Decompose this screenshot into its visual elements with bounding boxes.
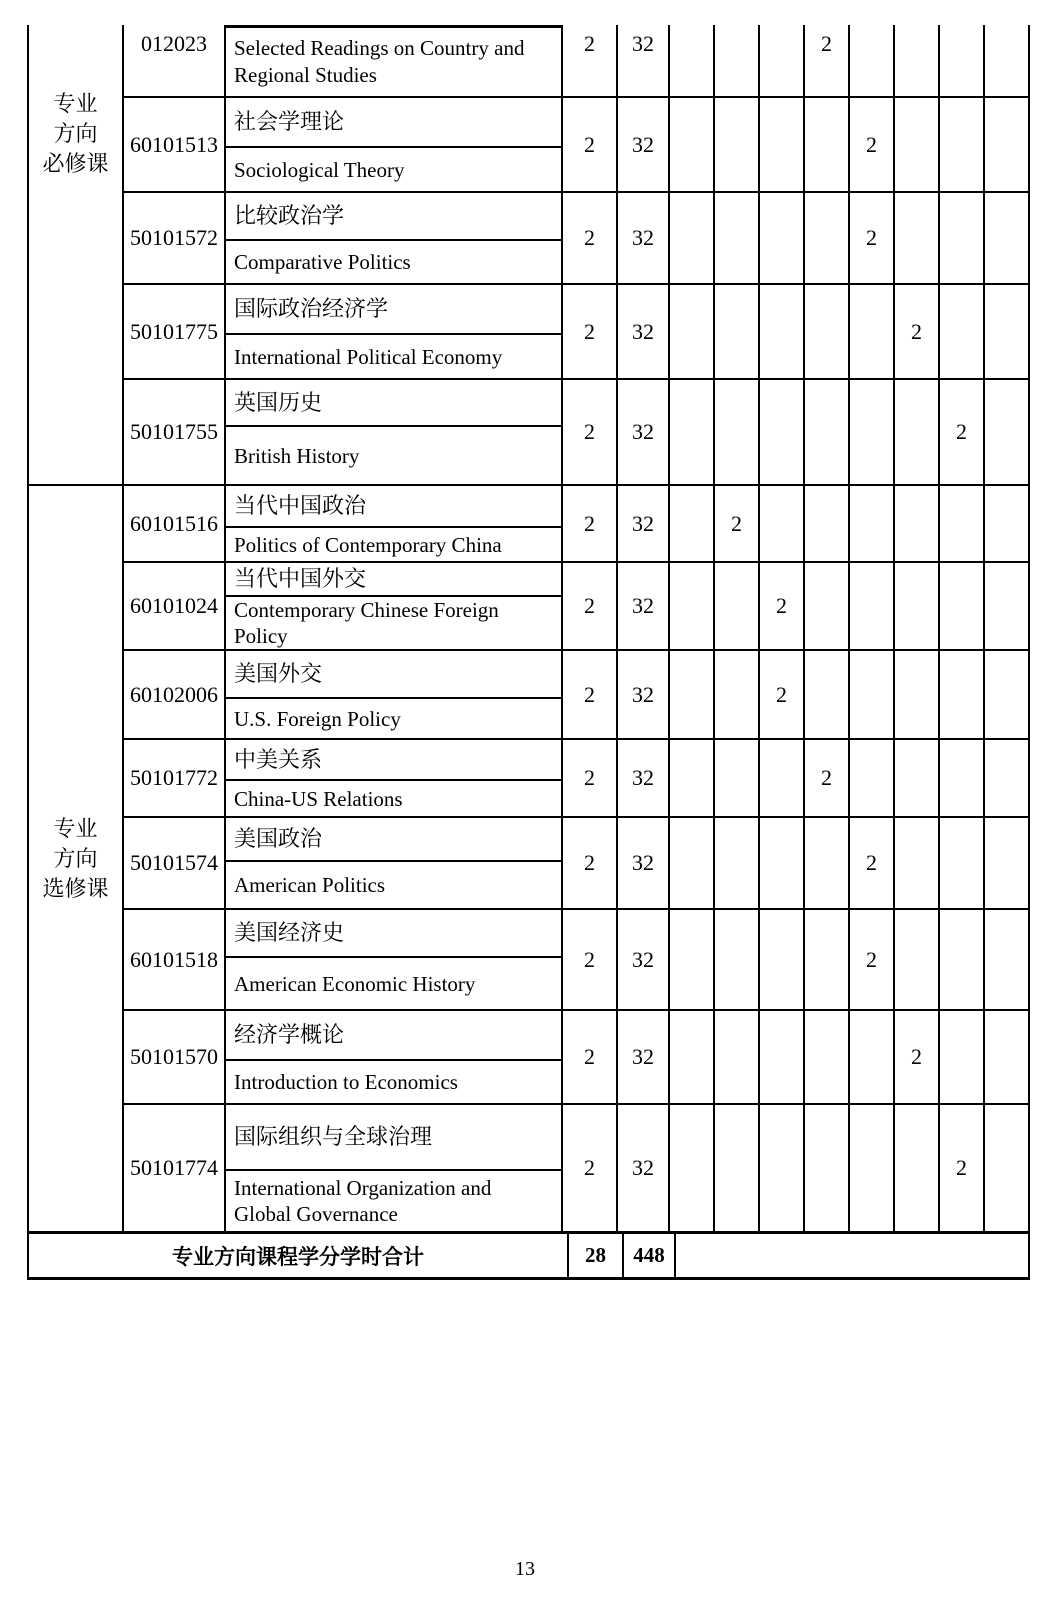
- course-row: [124, 563, 1028, 651]
- semester-cell: [668, 563, 713, 649]
- course-name-cell: [224, 285, 561, 378]
- semester-cell: [983, 98, 1028, 191]
- semester-cell: [713, 1105, 758, 1231]
- course-row: [124, 651, 1028, 740]
- credits-cell: 2: [561, 285, 616, 378]
- semester-cell: [983, 651, 1028, 738]
- page-number: 13: [515, 1558, 535, 1580]
- course-code: 50101772: [130, 765, 218, 790]
- semester-cell: [713, 818, 758, 908]
- course-code: 60101516: [130, 510, 218, 536]
- semester-cell: [848, 1105, 893, 1231]
- semester-cell: 2: [803, 25, 848, 96]
- total-hours: 448: [622, 1234, 674, 1277]
- hours-cell: 32: [616, 563, 668, 649]
- semester-cell: [893, 563, 938, 649]
- semester-cell: [668, 1011, 713, 1103]
- elective-courses-section: [29, 486, 1028, 1234]
- semester-cell: [713, 285, 758, 378]
- course-name-cell: [224, 818, 561, 908]
- course-name-cell: [224, 740, 561, 816]
- semester-cell: [668, 98, 713, 191]
- course-code: 60102006: [130, 681, 218, 707]
- total-label: 专业方向课程学分学时合计: [172, 1244, 424, 1269]
- semester-cell: [758, 486, 803, 561]
- semester-cell: [938, 818, 983, 908]
- semester-cell: [803, 98, 848, 191]
- semester-cell: [668, 486, 713, 561]
- semester-cell: [668, 651, 713, 738]
- semester-cell: [668, 818, 713, 908]
- semester-cell: [983, 818, 1028, 908]
- semester-cell: [893, 1105, 938, 1231]
- semester-cell: [893, 380, 938, 484]
- semester-cell: [893, 651, 938, 738]
- semester-cell: [758, 193, 803, 283]
- credits-cell: 2: [561, 380, 616, 484]
- course-name-en: Selected Readings on Country and Regional Studies: [234, 36, 525, 87]
- semester-cell: 2: [803, 740, 848, 816]
- semester-cell: [803, 1105, 848, 1231]
- course-name-en: British History: [234, 443, 360, 468]
- semester-cell: [893, 486, 938, 561]
- category-line: 必修课: [42, 151, 109, 176]
- semester-cell: [668, 285, 713, 378]
- semester-cell: [983, 380, 1028, 484]
- semester-cell: 2: [848, 98, 893, 191]
- course-name-cell: [224, 1105, 561, 1231]
- course-row: [124, 1011, 1028, 1105]
- hours-cell: 32: [616, 1011, 668, 1103]
- semester-cell: [848, 486, 893, 561]
- course-name-zh: 美国政治: [226, 818, 561, 862]
- semester-cell: [983, 563, 1028, 649]
- semester-cell: [668, 740, 713, 816]
- credits-cell: 2: [561, 486, 616, 561]
- course-code: 50101572: [130, 225, 218, 250]
- credits-cell: 2: [561, 98, 616, 191]
- semester-cell: [803, 910, 848, 1009]
- category-cell-elective: [29, 486, 122, 1231]
- semester-cell: [758, 380, 803, 484]
- course-name-en: Comparative Politics: [234, 250, 411, 274]
- semester-cell: [713, 380, 758, 484]
- semester-cell: [983, 486, 1028, 561]
- category-line: 专业: [53, 91, 98, 116]
- course-name-cell: [224, 563, 561, 649]
- course-code: 50101775: [130, 318, 218, 344]
- hours-cell: 32: [616, 25, 668, 96]
- semester-cell: [758, 818, 803, 908]
- semester-cell: [758, 285, 803, 378]
- course-name-cell: [224, 1011, 561, 1103]
- course-name-en: American Economic History: [234, 971, 476, 996]
- hours-cell: 32: [616, 285, 668, 378]
- semester-cell: [848, 563, 893, 649]
- semester-cell: [893, 910, 938, 1009]
- course-code: 60101513: [130, 131, 218, 157]
- category-cell-required: [29, 25, 122, 484]
- semester-cell: [668, 25, 713, 96]
- course-code: 50101570: [130, 1044, 218, 1069]
- semester-cell: 2: [758, 651, 803, 738]
- course-code: 60101024: [130, 593, 218, 618]
- semester-cell: [713, 563, 758, 649]
- semester-cell: 2: [893, 1011, 938, 1103]
- course-name-en: China-US Relations: [234, 786, 403, 811]
- credits-cell: 2: [561, 25, 616, 96]
- semester-cell: [668, 1105, 713, 1231]
- course-row: [124, 486, 1028, 563]
- course-name-en: Sociological Theory: [234, 157, 405, 182]
- course-row: [124, 740, 1028, 818]
- semester-cell: [938, 563, 983, 649]
- semester-cell: [983, 1011, 1028, 1103]
- semester-cell: [938, 285, 983, 378]
- hours-cell: 32: [616, 486, 668, 561]
- total-row: [29, 1234, 1028, 1277]
- course-name-zh: 当代中国外交: [226, 563, 561, 597]
- semester-cell: [983, 285, 1028, 378]
- semester-cell: [848, 380, 893, 484]
- semester-cell: [938, 1011, 983, 1103]
- course-row: [124, 98, 1028, 193]
- semester-cell: [713, 25, 758, 96]
- course-name-en: International Political Economy: [234, 344, 503, 369]
- semester-cell: [803, 651, 848, 738]
- credits-cell: 2: [561, 651, 616, 738]
- total-credits: 28: [567, 1234, 622, 1277]
- course-name-en: American Politics: [234, 873, 386, 897]
- course-code: 012023: [141, 31, 207, 56]
- credits-cell: 2: [561, 910, 616, 1009]
- course-name-cell: [224, 910, 561, 1009]
- semester-cell: [893, 98, 938, 191]
- course-name-zh: 美国经济史: [226, 910, 561, 958]
- semester-cell: [758, 740, 803, 816]
- course-name-zh: 经济学概论: [226, 1011, 561, 1061]
- semester-cell: 2: [938, 1105, 983, 1231]
- credits-cell: 2: [561, 563, 616, 649]
- course-row: [124, 380, 1028, 484]
- course-name-cell: [224, 380, 561, 484]
- course-name-zh: 国际组织与全球治理: [226, 1105, 561, 1171]
- semester-cell: [758, 1011, 803, 1103]
- course-name-en: International Organization and Global Governance: [234, 1176, 492, 1226]
- semester-cell: [713, 98, 758, 191]
- semester-cell: [758, 98, 803, 191]
- course-name-zh: 英国历史: [226, 380, 561, 427]
- semester-cell: [668, 380, 713, 484]
- category-line: 方向: [53, 845, 98, 871]
- semester-cell: [848, 740, 893, 816]
- semester-cell: [938, 910, 983, 1009]
- semester-cell: [803, 380, 848, 484]
- semester-cell: [938, 25, 983, 96]
- course-name-zh: 当代中国政治: [226, 486, 561, 528]
- semester-cell: [938, 740, 983, 816]
- credits-cell: 2: [561, 740, 616, 816]
- course-name-cell: [224, 193, 561, 283]
- semester-cell: [803, 1011, 848, 1103]
- credits-cell: 2: [561, 193, 616, 283]
- section-rows: [122, 486, 1028, 1231]
- course-row: [124, 25, 1028, 98]
- course-name-cell: [224, 486, 561, 561]
- semester-cell: [713, 910, 758, 1009]
- course-name-zh: 中美关系: [226, 740, 561, 781]
- semester-cell: 2: [893, 285, 938, 378]
- hours-cell: 32: [616, 380, 668, 484]
- hours-cell: 32: [616, 740, 668, 816]
- total-semesters-merged-cell: [674, 1234, 1028, 1277]
- semester-cell: [983, 25, 1028, 96]
- semester-cell: [938, 486, 983, 561]
- course-name-en: U.S. Foreign Policy: [234, 706, 401, 731]
- course-name-en: Contemporary Chinese Foreign Policy: [234, 598, 499, 648]
- hours-cell: 32: [616, 818, 668, 908]
- hours-cell: 32: [616, 193, 668, 283]
- semester-cell: 2: [848, 910, 893, 1009]
- semester-cell: [848, 1011, 893, 1103]
- semester-cell: [668, 910, 713, 1009]
- course-name-cell: [224, 651, 561, 738]
- course-name-cell: [224, 25, 561, 96]
- semester-cell: [893, 25, 938, 96]
- semester-cell: [803, 193, 848, 283]
- credits-cell: 2: [561, 1011, 616, 1103]
- credits-cell: 2: [561, 1105, 616, 1231]
- semester-cell: [983, 910, 1028, 1009]
- section-rows: [122, 25, 1028, 484]
- category-line: 专业: [53, 815, 98, 841]
- category-line: 方向: [53, 121, 98, 146]
- semester-cell: [893, 818, 938, 908]
- semester-cell: [713, 193, 758, 283]
- course-row: [124, 910, 1028, 1011]
- semester-cell: [893, 193, 938, 283]
- course-code: 60101518: [130, 946, 218, 972]
- course-name-zh: 美国外交: [226, 651, 561, 699]
- semester-cell: [803, 486, 848, 561]
- semester-cell: [983, 193, 1028, 283]
- semester-cell: [938, 651, 983, 738]
- course-code: 50101574: [130, 850, 218, 875]
- course-name-cell: [224, 98, 561, 191]
- required-courses-section: [29, 25, 1028, 486]
- semester-cell: [758, 1105, 803, 1231]
- hours-cell: 32: [616, 1105, 668, 1231]
- hours-cell: 32: [616, 98, 668, 191]
- semester-cell: [983, 740, 1028, 816]
- semester-cell: 2: [848, 818, 893, 908]
- semester-cell: [848, 285, 893, 378]
- semester-cell: [848, 651, 893, 738]
- semester-cell: [713, 651, 758, 738]
- course-row: [124, 818, 1028, 910]
- semester-cell: [803, 285, 848, 378]
- semester-cell: [983, 1105, 1028, 1231]
- course-name-zh: 比较政治学: [226, 193, 561, 241]
- semester-cell: 2: [713, 486, 758, 561]
- category-line: 选修课: [42, 875, 109, 901]
- semester-cell: [713, 740, 758, 816]
- credits-cell: 2: [561, 818, 616, 908]
- semester-cell: [803, 563, 848, 649]
- course-name-en: Politics of Contemporary China: [234, 532, 502, 557]
- semester-cell: [938, 98, 983, 191]
- hours-cell: 32: [616, 651, 668, 738]
- semester-cell: [758, 910, 803, 1009]
- course-name-zh: 国际政治经济学: [226, 285, 561, 335]
- course-code: 50101774: [130, 1155, 218, 1180]
- semester-cell: [938, 193, 983, 283]
- semester-cell: 2: [848, 193, 893, 283]
- curriculum-table: [27, 25, 1030, 1280]
- semester-cell: [893, 740, 938, 816]
- course-row: [124, 1105, 1028, 1231]
- semester-cell: [803, 818, 848, 908]
- semester-cell: [848, 25, 893, 96]
- semester-cell: 2: [938, 380, 983, 484]
- course-row: [124, 193, 1028, 285]
- course-name-en: Introduction to Economics: [234, 1070, 458, 1094]
- course-name-zh: 社会学理论: [226, 98, 561, 148]
- semester-cell: [713, 1011, 758, 1103]
- semester-cell: [758, 25, 803, 96]
- semester-cell: [668, 193, 713, 283]
- semester-cell: 2: [758, 563, 803, 649]
- course-row: [124, 285, 1028, 380]
- hours-cell: 32: [616, 910, 668, 1009]
- course-code: 50101755: [130, 419, 218, 444]
